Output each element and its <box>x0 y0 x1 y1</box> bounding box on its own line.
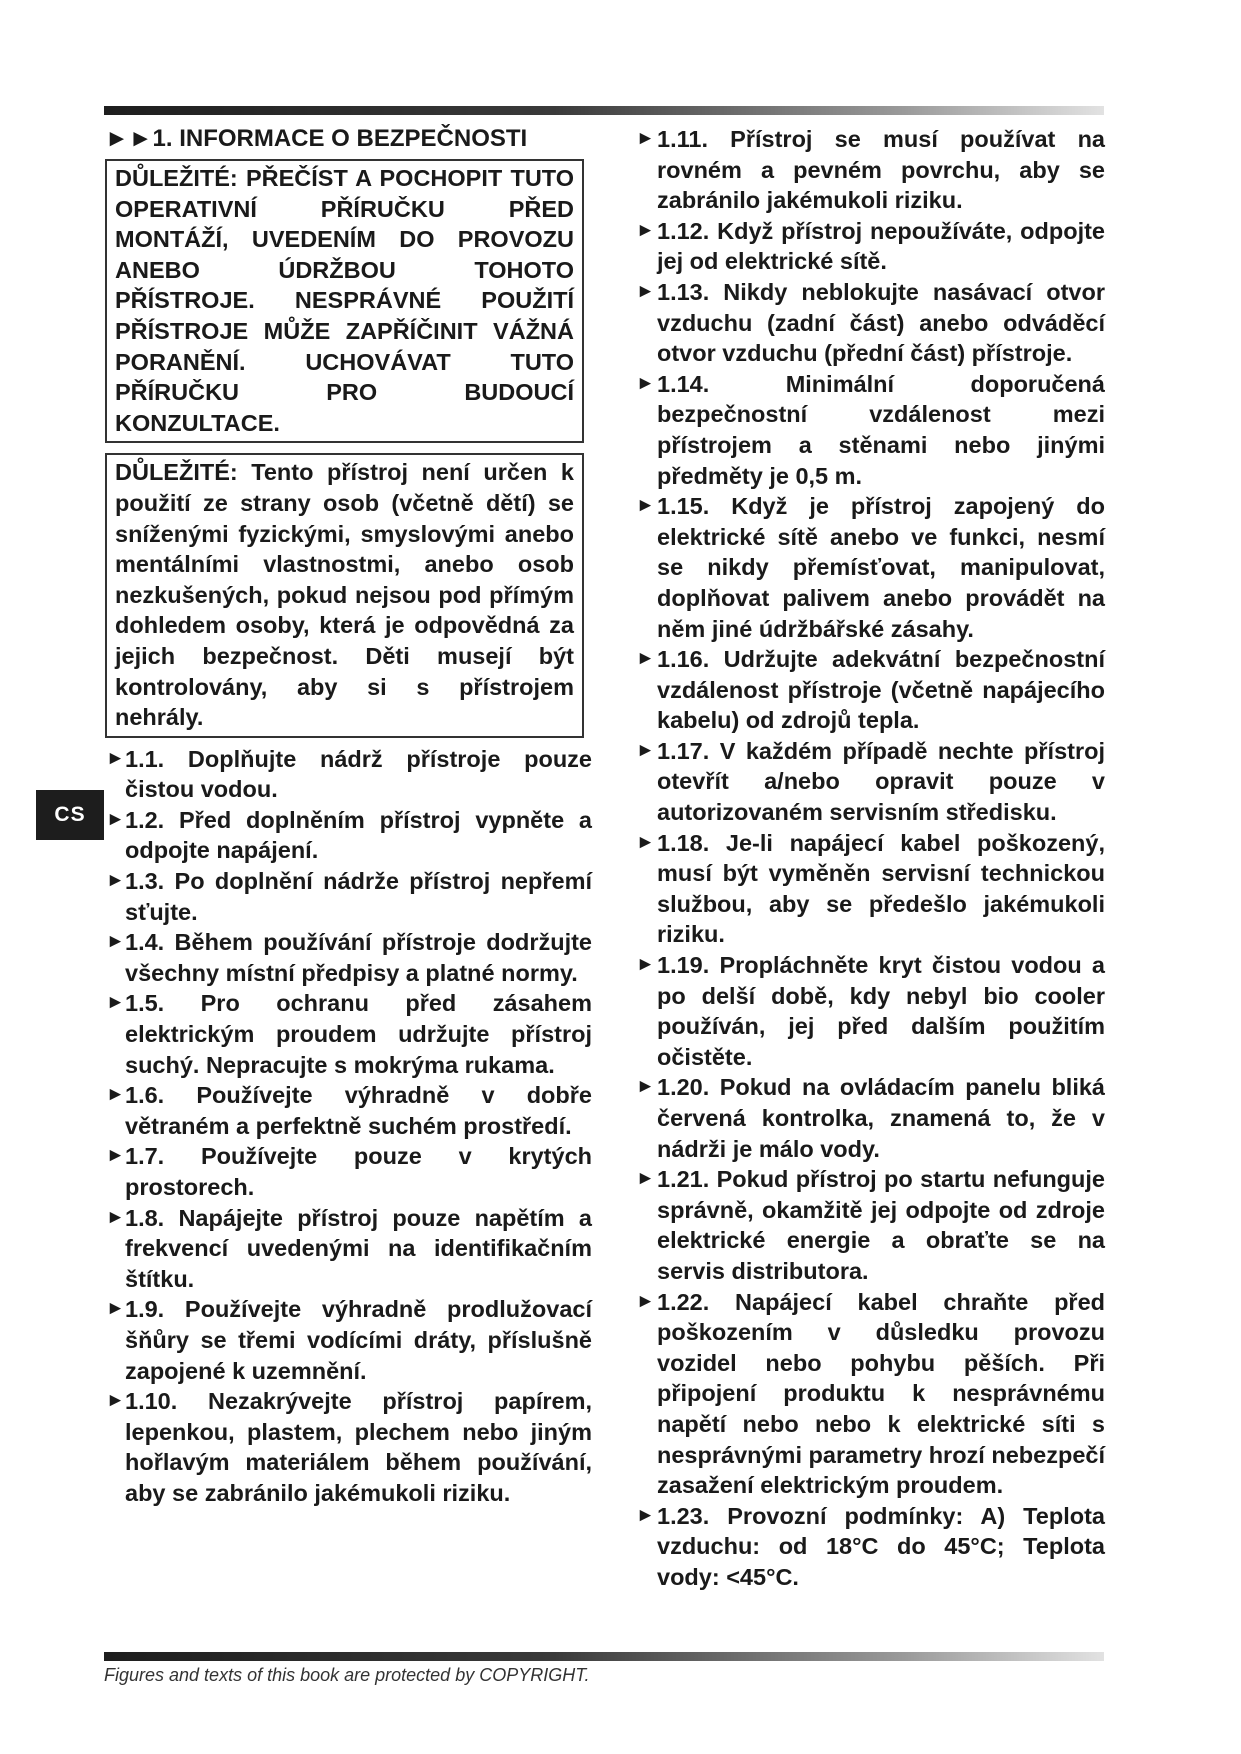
safety-item-text: 1.7. Používejte pouze v krytých prostorech. <box>125 1143 592 1200</box>
left-column <box>105 124 592 1509</box>
safety-item-text: 1.11. Přístroj se musí používat na rovném a pevném povrchu, aby se zabránilo jakémukoli riziku. <box>657 126 1105 214</box>
safety-item-text: 1.19. Propláchněte kryt čistou vodou a po delší době, kdy nebyl bio cooler používán, jej před dalším použitím očistěte. <box>657 952 1105 1070</box>
safety-item <box>105 927 592 988</box>
bullet-arrow-icon: ► <box>106 870 125 892</box>
right-column <box>635 124 1105 1593</box>
safety-item <box>105 744 592 805</box>
safety-item-text: 1.4. Během používání přístroje dodržujte všechny místní předpisy a platné normy. <box>125 929 592 986</box>
safety-item-text: 1.5. Pro ochranu před zásahem elektrickým proudem udržujte přístroj suchý. Nepracujte s mokrýma rukama. <box>125 990 592 1078</box>
bullet-arrow-icon: ► <box>106 808 125 830</box>
bullet-arrow-icon: ► <box>636 128 655 149</box>
safety-item-text: 1.13. Nikdy neblokujte nasávací otvor vzduchu (zadní část) anebo odváděcí otvor vzduchu (přední část) přístroje. <box>657 278 1105 367</box>
bullet-arrow-icon: ► <box>636 219 655 241</box>
bullet-arrow-icon: ► <box>636 1290 655 1312</box>
safety-item-text: 1.14. Minimální doporučená bezpečnostní vzdálenost mezi přístrojem a stěnami nebo jinými předměty je 0,5 m. <box>657 370 1105 489</box>
bullet-arrow-icon: ► <box>636 495 655 517</box>
safety-item <box>635 1072 1105 1164</box>
safety-item-text: 1.22. Napájecí kabel chraňte před poškozením v důsledku provozu vozidel nebo pohybu pěších. Při připojení produktu k nesprávnému napětí nebo nebo k elektrické síti s nesprávnými parametry hrozí nebezpečí zasažení elektrickým proudem. <box>657 1288 1105 1499</box>
safety-item <box>635 491 1105 644</box>
bullet-arrow-icon: ► <box>106 992 125 1014</box>
top-rule <box>104 106 1104 115</box>
safety-item-text: 1.18. Je-li napájecí kabel poškozený, musí být vyměněn servisní technickou službou, aby se předešlo jakémukoli riziku. <box>657 829 1105 948</box>
safety-item <box>635 950 1105 1072</box>
bullet-arrow-icon: ► <box>636 1168 655 1190</box>
bullet-arrow-icon: ► <box>106 747 125 769</box>
safety-item <box>105 1294 592 1386</box>
safety-item <box>105 805 592 866</box>
safety-item <box>635 736 1105 828</box>
bullet-arrow-icon: ► <box>106 1390 125 1412</box>
safety-item-text: 1.3. Po doplnění nádrže přístroj nepřemí sťujte. <box>125 868 592 925</box>
language-tag: CS <box>36 790 104 840</box>
bullet-arrow-icon: ► <box>636 280 655 302</box>
safety-item <box>635 1501 1105 1593</box>
safety-item <box>105 1141 592 1202</box>
bullet-arrow-icon: ► <box>636 954 655 976</box>
safety-item-text: 1.23. Provozní podmínky: A) Teplota vzduchu: od 18°C do 45°C; Teplota vody: <45°C. <box>657 1502 1105 1590</box>
bullet-arrow-icon: ► <box>106 1206 125 1228</box>
right-item-list <box>635 124 1105 1593</box>
safety-item-text: 1.6. Používejte výhradně v dobře větraném a perfektně suchém prostředí. <box>125 1082 592 1139</box>
bullet-arrow-icon: ► <box>636 648 655 670</box>
safety-item-text: 1.2. Před doplněním přístroj vypněte a odpojte napájení. <box>125 806 592 864</box>
warning-box-2: DŮLEŽITÉ: Tento přístroj není určen k použití ze strany osob (včetně dětí) se sníženými fyzickými, smyslovými anebo mentálními vlastnostmi, anebo osob nezkušených, pokud nejsou pod přímým dohledem osoby, která je odpovědná za jejich bezpečnost. Děti musejí být kontrolovány, aby si s přístrojem nehrály. <box>105 453 584 737</box>
safety-item <box>635 216 1105 277</box>
warning-box-1: DŮLEŽITÉ: PŘEČÍST A POCHOPIT TUTO OPERATIVNÍ PŘÍRUČKU PŘED MONTÁŽÍ, UVEDENÍM DO PROVOZU ANEBO ÚDRŽBOU TOHOTO PŘÍSTROJE. NESPRÁVNÉ POUŽITÍ PŘÍSTROJE MŮŽE ZAPŘÍČINIT VÁŽNÁ PORANĚNÍ. UCHOVÁVAT TUTO PŘÍRUČKU PRO BUDOUCÍ KONZULTACE. <box>105 159 584 443</box>
safety-item <box>105 1080 592 1141</box>
safety-item <box>635 277 1105 369</box>
safety-item <box>635 1287 1105 1501</box>
safety-item <box>105 1386 592 1508</box>
safety-item <box>635 1164 1105 1286</box>
bullet-arrow-icon: ► <box>106 1298 125 1320</box>
bullet-arrow-icon: ► <box>106 1145 125 1167</box>
safety-item-text: 1.10. Nezakrývejte přístroj papírem, lepenkou, plastem, plechem nebo jiným hořlavým materiálem během používání, aby se zabránilo jakémukoli riziku. <box>125 1388 592 1506</box>
safety-item <box>105 866 592 927</box>
bullet-arrow-icon: ► <box>106 1084 125 1106</box>
bullet-arrow-icon: ► <box>636 1076 655 1098</box>
bullet-arrow-icon: ► <box>636 1504 655 1526</box>
safety-item-text: 1.21. Pokud přístroj po startu nefunguje správně, okamžitě jej odpojte od zdroje elektrické energie a obraťte se na servis distributora. <box>657 1166 1105 1284</box>
bullet-arrow-icon: ► <box>636 372 655 394</box>
bullet-arrow-icon: ► <box>636 831 655 853</box>
safety-item-text: 1.9. Používejte výhradně prodlužovací šňůry se třemi vodícími dráty, příslušně zapojené k uzemnění. <box>125 1296 592 1384</box>
safety-item-text: 1.1. Doplňujte nádrž přístroje pouze čistou vodou. <box>125 745 592 803</box>
copyright-footer: Figures and texts of this book are protected by COPYRIGHT. <box>104 1665 590 1685</box>
safety-item-text: 1.12. Když přístroj nepoužíváte, odpojte jej od elektrické sítě. <box>657 217 1105 275</box>
safety-item <box>635 828 1105 950</box>
safety-item <box>635 644 1105 736</box>
bullet-arrow-icon: ► <box>636 739 655 761</box>
bullet-arrow-icon: ► <box>106 931 125 953</box>
left-item-list <box>105 744 592 1509</box>
section-heading: ►►1. INFORMACE O BEZPEČNOSTI <box>105 125 528 152</box>
safety-item-text: 1.16. Udržujte adekvátní bezpečnostní vzdálenost přístroje (včetně napájecího kabelu) od zdrojů tepla. <box>657 646 1105 734</box>
safety-item-text: 1.15. Když je přístroj zapojený do elektrické sítě anebo ve funkci, nesmí se nikdy přemísťovat, manipulovat, doplňovat palivem anebo provádět na něm jiné údržbářské zásahy. <box>657 493 1105 642</box>
safety-item-text: 1.20. Pokud na ovládacím panelu bliká červená kontrolka, znamená to, že v nádrži je málo vody. <box>657 1074 1105 1162</box>
safety-item-text: 1.17. V každém případě nechte přístroj otevřít a/nebo opravit pouze v autorizovaném servisním středisku. <box>657 737 1105 826</box>
bottom-rule <box>104 1652 1104 1661</box>
safety-item <box>635 124 1105 216</box>
safety-item <box>635 369 1105 491</box>
safety-item-text: 1.8. Napájejte přístroj pouze napětím a frekvencí uvedenými na identifikačním štítku. <box>125 1204 592 1292</box>
safety-item <box>105 1203 592 1295</box>
safety-item <box>105 988 592 1080</box>
